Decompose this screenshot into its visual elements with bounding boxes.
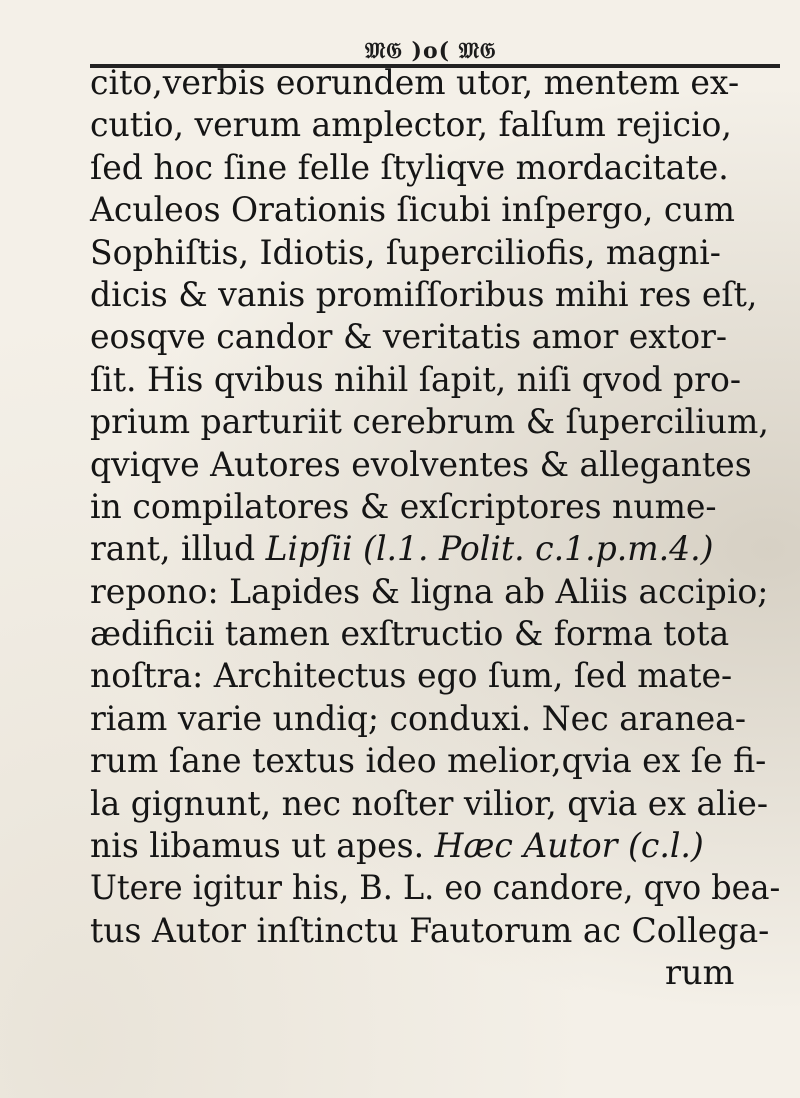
text-line: tus Autor inſtinctu Fautorum ac Collega- xyxy=(90,910,770,950)
text-line: prium parturiit cerebrum & ſupercilium, xyxy=(90,402,769,442)
catchword: rum xyxy=(665,953,735,993)
text-line: rum ſane textus ideo melior,qvia ex ſe fi- xyxy=(90,741,767,781)
text-line: repono: Lapides & ligna ab Aliis accipio; xyxy=(90,571,769,611)
text-line xyxy=(90,528,780,570)
text-line: cito,verbis eorundem utor, mentem ex- xyxy=(90,63,740,102)
text-line: ædificii tamen exſtructio & forma tota xyxy=(90,614,730,654)
text-line: eosqve candor & veritatis amor extor- xyxy=(90,317,728,357)
text-segment: rant, illud xyxy=(90,529,266,569)
text-line: cutio, verum amplector, falſum rejicio, xyxy=(90,105,732,145)
text-segment: nis libamus ut apes. xyxy=(90,826,435,866)
text-line: Aculeos Orationis ſicubi inſpergo, cum xyxy=(90,190,735,230)
header-ornament: 𝔐𝔊 )o( 𝔐𝔊 xyxy=(365,38,497,64)
text-line: ſit. His qvibus nihil ſapit, niſi qvod pro- xyxy=(90,359,742,399)
text-line: qviqve Autores evolventes & allegantes xyxy=(90,444,752,484)
text-line: riam varie undiq; conduxi. Nec aranea- xyxy=(90,698,747,738)
text-line: in compilatores & exſcriptores nume- xyxy=(90,486,717,526)
body-text xyxy=(90,62,790,995)
text-line: Sophiſtis, Idiotis, ſuperciliofis, magni- xyxy=(90,232,721,272)
text-line: ſed hoc ſine felle ſtyliqve mordacitate. xyxy=(90,147,729,187)
text-line: dicis & vanis promiſſoribus mihi res eſt, xyxy=(90,274,758,314)
text-line: noſtra: Architectus ego ſum, ſed mate- xyxy=(90,656,733,696)
citation-italic: Lipſii (l.1. Polit. c.1.p.m.4.) xyxy=(265,529,714,569)
citation-italic: Hæc Autor (c.l.) xyxy=(434,826,704,866)
text-line: la gignunt, nec noſter vilior, qvia ex alie- xyxy=(90,783,768,823)
text-line xyxy=(90,825,780,867)
text-line: Utere igitur his, B. L. eo candore, qvo bea- xyxy=(90,868,781,908)
